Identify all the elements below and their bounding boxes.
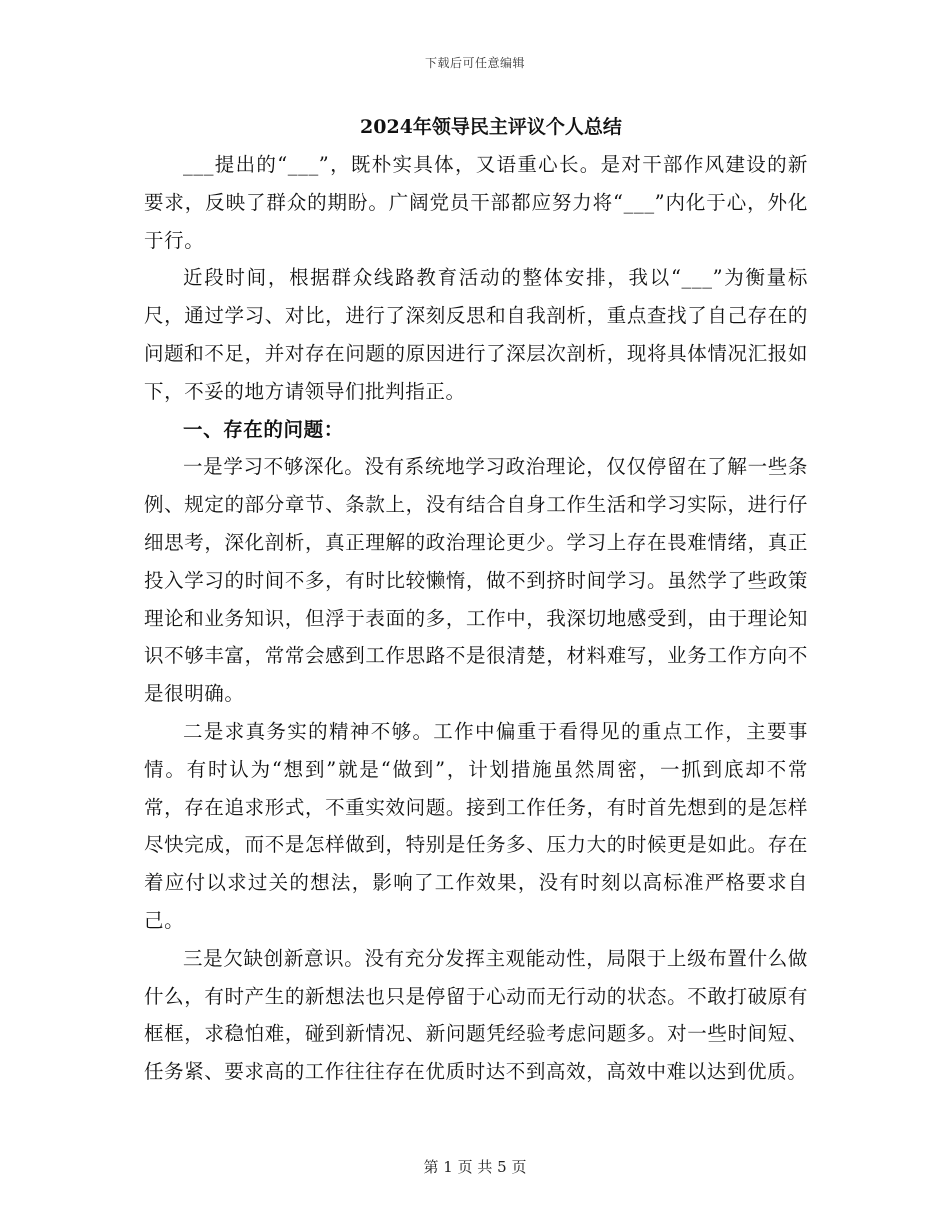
- paragraph-problem-3: 三是欠缺创新意识。没有充分发挥主观能动性，局限于上级布置什么做什么，有时产生的新想法也只是停留于心动而无行动的状态。不敢打破原有框框，求稳怕难，碰到新情况、新问题凭经验考虑问题多。对一些时间短、任务紧、要求高的工作往往存在优质时达不到高效，高效中难以达到优质。: [144, 946, 808, 1084]
- document-body: [144, 112, 808, 1091]
- paragraph-problem-1: 一是学习不够深化。没有系统地学习政治理论，仅仅停留在了解一些条例、规定的部分章节、条款上，没有结合自身工作生活和学习实际，进行仔细思考，深化剖析，真正理解的政治理论更少。学习上存在畏难情绪，真正投入学习的时间不多，有时比较懒惰，做不到挤时间学习。虽然学了些政策理论和业务知识，但浮于表面的多，工作中，我深切地感受到，由于理论知识不够丰富，常常会感到工作思路不是很清楚，材料难写，业务工作方向不是很明确。: [144, 455, 808, 706]
- section-heading-problems: 一、存在的问题：: [183, 417, 344, 441]
- paragraph-context: 近段时间，根据群众线路教育活动的整体安排，我以“___”为衡量标尺，通过学习、对比，进行了深刻反思和自我剖析，重点查找了自己存在的问题和不足，并对存在问题的原因进行了深层次剖析，现将具体情况汇报如下，不妥的地方请领导们批判指正。: [144, 266, 808, 403]
- paragraph-intro: ___提出的“___”，既朴实具体，又语重心长。是对干部作风建设的新要求，反映了群众的期盼。广阔党员干部都应努力将“___”内化于心，外化于行。: [144, 153, 808, 252]
- paragraph-problem-2: 二是求真务实的精神不够。工作中偏重于看得见的重点工作，主要事情。有时认为“想到”就是“做到”，计划措施虽然周密，一抓到底却不常常，存在追求形式，不重实效问题。接到工作任务，有时首先想到的是怎样尽快完成，而不是怎样做到，特别是任务多、压力大的时候更是如此。存在着应付以求过关的想法，影响了工作效果，没有时刻以高标准严格要求自己。: [144, 719, 808, 932]
- page-footer: 第 1 页 共 5 页: [423, 1158, 527, 1176]
- document-title: 2024年领导民主评议个人总结: [360, 116, 622, 138]
- header-note: 下载后可任意编辑: [424, 56, 525, 70]
